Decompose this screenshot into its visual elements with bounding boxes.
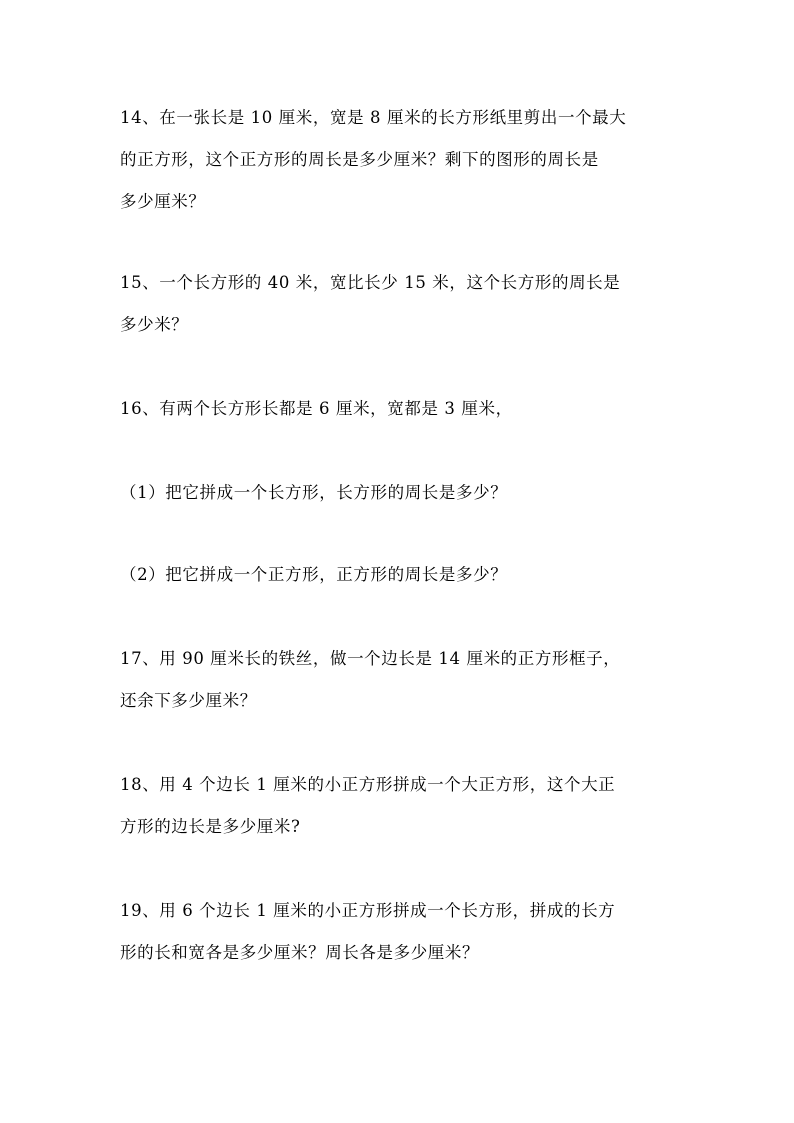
problem-14	[120, 97, 676, 223]
problem-14-line-2: 的正方形，这个正方形的周长是多少厘米？剩下的图形的周长是	[120, 150, 599, 169]
problem-19	[120, 890, 676, 974]
problem-17	[120, 638, 676, 722]
problem-16	[120, 388, 676, 430]
problem-15-line-2: 多少米？	[120, 315, 189, 334]
problem-18-line-2: 方形的边长是多少厘米?	[120, 817, 301, 836]
problem-18-line-1: 18、用 4 个边长 1 厘米的小正方形拼成一个大正方形，这个大正	[120, 775, 616, 794]
problem-16-sub-2-text: （2）把它拼成一个正方形，正方形的周长是多少？	[120, 565, 508, 584]
problem-16-line-1: 16、有两个长方形长都是 6 厘米，宽都是 3 厘米，	[120, 399, 513, 418]
problem-17-line-2: 还余下多少厘米？	[120, 691, 257, 710]
problem-17-line-1: 17、用 90 厘米长的铁丝，做一个边长是 14 厘米的正方形框子，	[120, 649, 621, 668]
problem-16-sub-1-text: （1）把它拼成一个长方形，长方形的周长是多少？	[120, 483, 508, 502]
problem-14-line-1: 14、在一张长是 10 厘米，宽是 8 厘米的长方形纸里剪出一个最大	[120, 108, 627, 127]
problem-16-sub-2	[120, 554, 676, 596]
problem-19-line-2: 形的长和宽各是多少厘米？周长各是多少厘米？	[120, 943, 480, 962]
problem-15-line-1: 15、一个长方形的 40 米，宽比长少 15 米，这个长方形的周长是	[120, 273, 621, 292]
problem-15	[120, 262, 676, 346]
problem-14-line-3: 多少厘米？	[120, 192, 206, 211]
problem-18	[120, 764, 676, 848]
problem-19-line-1: 19、用 6 个边长 1 厘米的小正方形拼成一个长方形，拼成的长方	[120, 901, 616, 920]
problem-16-sub-1	[120, 472, 676, 514]
